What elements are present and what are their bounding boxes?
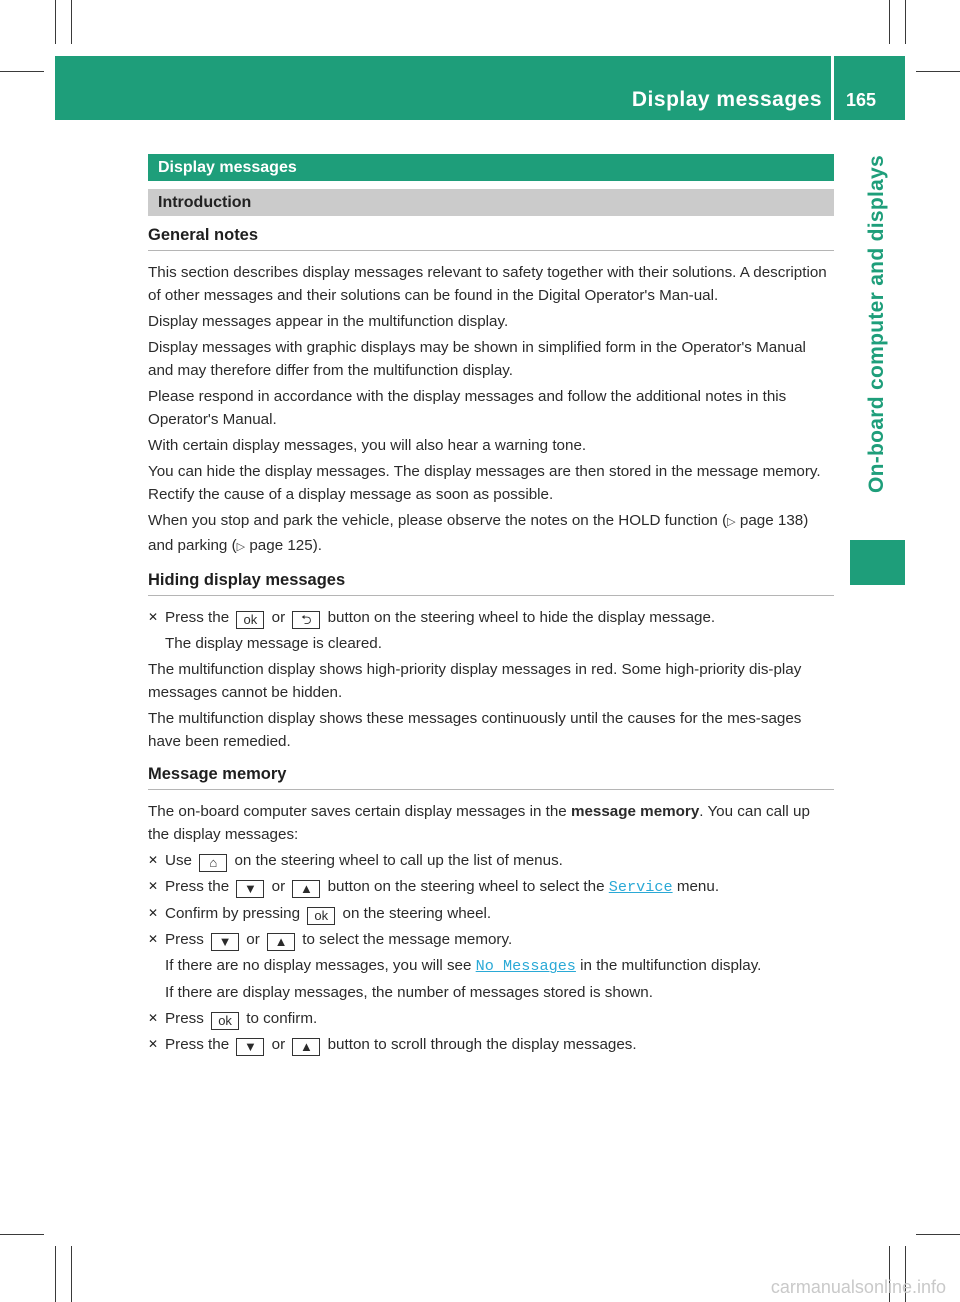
step-arrow-icon: ✕ — [148, 853, 159, 867]
subsection-title: Introduction — [148, 189, 834, 216]
text: button on the steering wheel to select the — [327, 878, 605, 895]
text: in the multifunction display. — [580, 957, 762, 974]
crop-mark — [0, 1234, 44, 1235]
step-result: The display message is cleared. — [165, 635, 382, 652]
section-title: Display messages — [148, 154, 834, 181]
crop-mark — [55, 1246, 56, 1302]
text: button on the steering wheel to hide the display message. — [327, 609, 716, 626]
text: The on-board computer saves certain display messages in the — [148, 803, 567, 820]
header-divider — [831, 56, 834, 120]
text: ). — [312, 537, 322, 554]
paragraph: Display messages appear in the multifunction display. — [148, 313, 509, 330]
crop-mark — [889, 0, 890, 44]
text: or — [271, 1036, 286, 1053]
text: Press the — [165, 878, 230, 895]
text: or — [246, 931, 260, 948]
up-key-icon: ▲ — [292, 880, 320, 898]
step-arrow-icon: ✕ — [148, 1037, 159, 1051]
instruction-step — [148, 1007, 834, 1030]
text: If there are no display messages, you will see — [165, 957, 472, 974]
crop-mark — [0, 71, 44, 72]
text: Press — [165, 1010, 204, 1027]
paragraph: You can hide the display messages. The display messages are then stored in the message memory. Rectify the cause of a display message as soon as possible. — [148, 463, 821, 503]
text: Press — [165, 931, 204, 948]
page-ref-icon: ▷ — [727, 516, 736, 528]
paragraph: Display messages with graphic displays may be shown in simplified form in the Operator's Manual and may therefore differ from the multifunction display. — [148, 339, 806, 379]
text: or — [271, 878, 286, 895]
crop-mark — [916, 71, 960, 72]
heading-hiding-messages: Hiding display messages — [148, 569, 834, 596]
ok-key-icon: ok — [211, 1012, 239, 1030]
heading-general-notes: General notes — [148, 224, 834, 251]
step-arrow-icon: ✕ — [148, 906, 159, 920]
watermark: carmanualsonline.info — [770, 1277, 946, 1297]
paragraph — [148, 800, 834, 846]
text: Confirm by pressing — [165, 905, 301, 922]
instruction-step — [148, 606, 834, 629]
text: on the steering wheel. — [342, 905, 492, 922]
paragraph: The multifunction display shows these messages continuously until the causes for the mes-sages have been remedied. — [148, 710, 802, 750]
up-key-icon: ▲ — [292, 1038, 320, 1056]
text: ) and parking ( — [148, 512, 809, 554]
paragraph: The multifunction display shows high-priority display messages in red. Some high-priority dis-play messages cannot be hidden. — [148, 661, 802, 701]
paragraph: With certain display messages, you will also hear a warning tone. — [148, 437, 587, 454]
crop-mark — [905, 0, 906, 44]
step-result — [165, 954, 834, 978]
service-menu-label: Service — [608, 878, 673, 896]
text: menu. — [676, 878, 720, 895]
step-result: If there are display messages, the number of messages stored is shown. — [165, 984, 653, 1001]
down-key-icon: ▼ — [211, 933, 239, 951]
no-messages-label: No Messages — [475, 957, 576, 975]
running-header-title: Display messages — [631, 88, 822, 111]
text: When you stop and park the vehicle, please observe the notes on the HOLD function ( — [148, 512, 728, 529]
instruction-step — [148, 902, 834, 925]
instruction-step — [148, 875, 834, 899]
page-number: 165 — [846, 90, 877, 110]
text: . You can call up the display messages: — [148, 803, 810, 843]
text: or — [271, 609, 286, 626]
text: to confirm. — [246, 1010, 318, 1027]
instruction-step — [148, 928, 834, 951]
crop-mark — [71, 0, 72, 44]
step-arrow-icon: ✕ — [148, 1011, 159, 1025]
text: to select the message memory. — [302, 931, 513, 948]
ok-key-icon: ok — [307, 907, 335, 925]
chapter-marker-block — [850, 540, 905, 585]
heading-message-memory: Message memory — [148, 763, 834, 790]
emphasis: message memory — [570, 803, 700, 820]
crop-mark — [55, 0, 56, 44]
crop-mark — [916, 1234, 960, 1235]
crop-mark — [71, 1246, 72, 1302]
step-arrow-icon: ✕ — [148, 932, 159, 946]
text: Press the — [165, 1036, 230, 1053]
down-key-icon: ▼ — [236, 1038, 264, 1056]
page-ref-link[interactable]: page 125 — [249, 537, 313, 554]
text: on the steering wheel to call up the list of menus. — [234, 852, 563, 869]
instruction-step — [148, 1033, 834, 1056]
step-arrow-icon: ✕ — [148, 610, 159, 624]
paragraph-hold — [148, 509, 834, 559]
chapter-tab-label: On-board computer and displays — [865, 154, 888, 494]
home-key-icon: ⌂ — [199, 854, 227, 872]
paragraph: Please respond in accordance with the display messages and follow the additional notes in this Operator's Manual. — [148, 388, 787, 428]
up-key-icon: ▲ — [267, 933, 295, 951]
text: Use — [165, 852, 193, 869]
step-arrow-icon: ✕ — [148, 879, 159, 893]
text: Press the — [165, 609, 230, 626]
page-ref-link[interactable]: page 138 — [739, 512, 804, 529]
text: button to scroll through the display messages. — [327, 1036, 637, 1053]
down-key-icon: ▼ — [236, 880, 264, 898]
paragraph: This section describes display messages relevant to safety together with their solutions. A description of other messages and their solutions can be found in the Digital Operator's Man-ual. — [148, 264, 827, 304]
ok-key-icon: ok — [236, 611, 264, 629]
instruction-step — [148, 849, 834, 872]
back-key-icon: ⮌ — [292, 611, 320, 629]
main-content — [148, 220, 834, 1059]
page-ref-icon: ▷ — [236, 541, 246, 553]
